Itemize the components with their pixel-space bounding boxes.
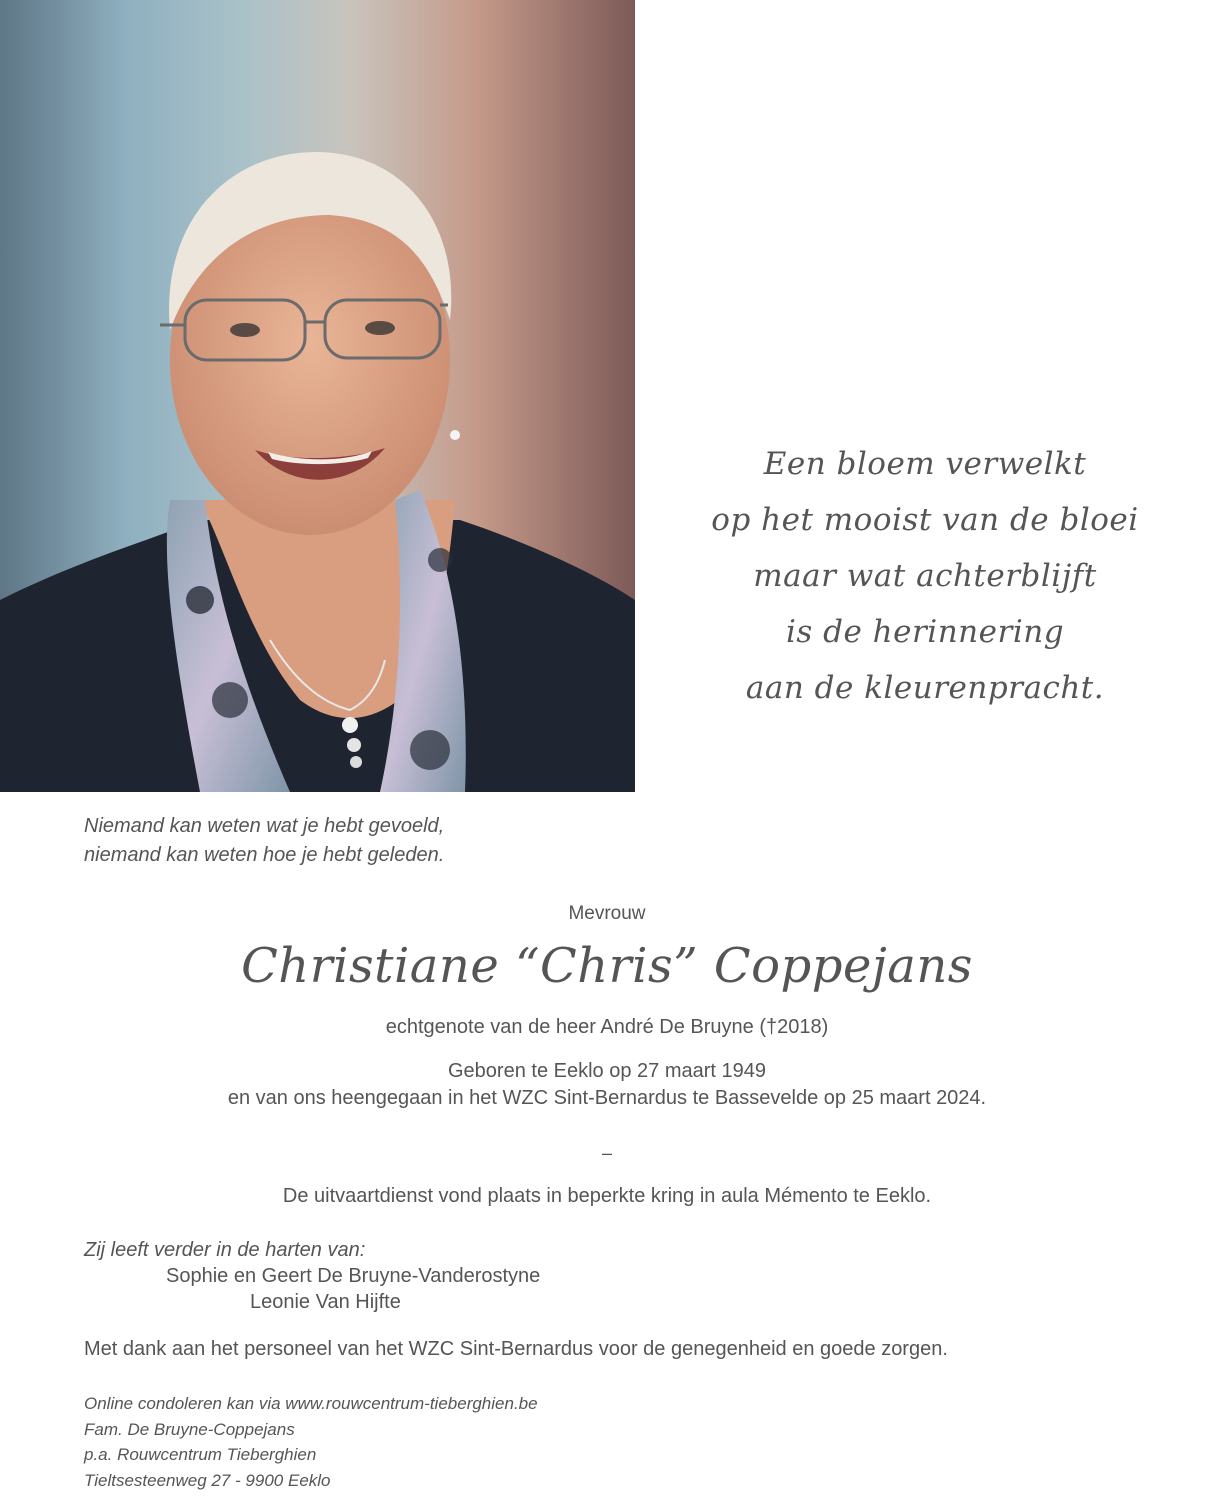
family-name: Fam. De Bruyne-Coppejans bbox=[84, 1419, 295, 1439]
survivors-heading: Zij leeft verder in de harten van: bbox=[84, 1239, 366, 1261]
person-name: Christiane “Chris” Coppejans bbox=[241, 938, 973, 994]
funeral-info: De uitvaartdienst vond plaats in beperkte kring in aula Mémento te Eeklo. bbox=[282, 1185, 932, 1207]
poem-line: Een bloem verwelkt bbox=[763, 446, 1087, 482]
birth-line: Geboren te Eeklo op 27 maart 1949 bbox=[448, 1060, 766, 1082]
quote-line: niemand kan weten hoe je hebt geleden. bbox=[84, 844, 445, 866]
portrait-photo bbox=[0, 0, 635, 792]
address: Tieltsesteenweg 27 - 9900 Eeklo bbox=[84, 1470, 331, 1490]
quote bbox=[84, 812, 444, 870]
death-line: en van ons heengegaan in het WZC Sint-Bernardus te Bassevelde op 25 maart 2024. bbox=[227, 1087, 987, 1109]
poem-line: maar wat achterblijft bbox=[753, 558, 1097, 594]
survivor-name: Leonie Van Hijfte bbox=[250, 1291, 401, 1313]
portrait-illustration bbox=[0, 0, 635, 792]
separator: – bbox=[601, 1143, 612, 1163]
thanks-text: Met dank aan het personeel van het WZC Sint-Bernardus voor de genegenheid en goede zorgen. bbox=[84, 1338, 948, 1360]
condolence-link[interactable]: Online condoleren kan via www.rouwcentrum-tieberghien.be bbox=[84, 1394, 538, 1413]
person-title: Mevrouw bbox=[568, 903, 646, 924]
poem-line: is de herinnering bbox=[785, 614, 1065, 650]
survivor-name: Sophie en Geert De Bruyne-Vanderostyne bbox=[166, 1265, 541, 1287]
poem-line: aan de kleurenpracht. bbox=[745, 670, 1105, 706]
person-spouse: echtgenote van de heer André De Bruyne (†2018) bbox=[385, 1016, 829, 1038]
poem bbox=[690, 436, 1160, 716]
footer-contact bbox=[84, 1391, 538, 1493]
survivors bbox=[84, 1237, 540, 1315]
funeral-home: p.a. Rouwcentrum Tieberghien bbox=[84, 1445, 317, 1464]
birth-death-info bbox=[0, 1058, 1214, 1112]
quote-line: Niemand kan weten wat je hebt gevoeld, bbox=[84, 815, 445, 837]
poem-line: op het mooist van de bloei bbox=[711, 502, 1139, 538]
